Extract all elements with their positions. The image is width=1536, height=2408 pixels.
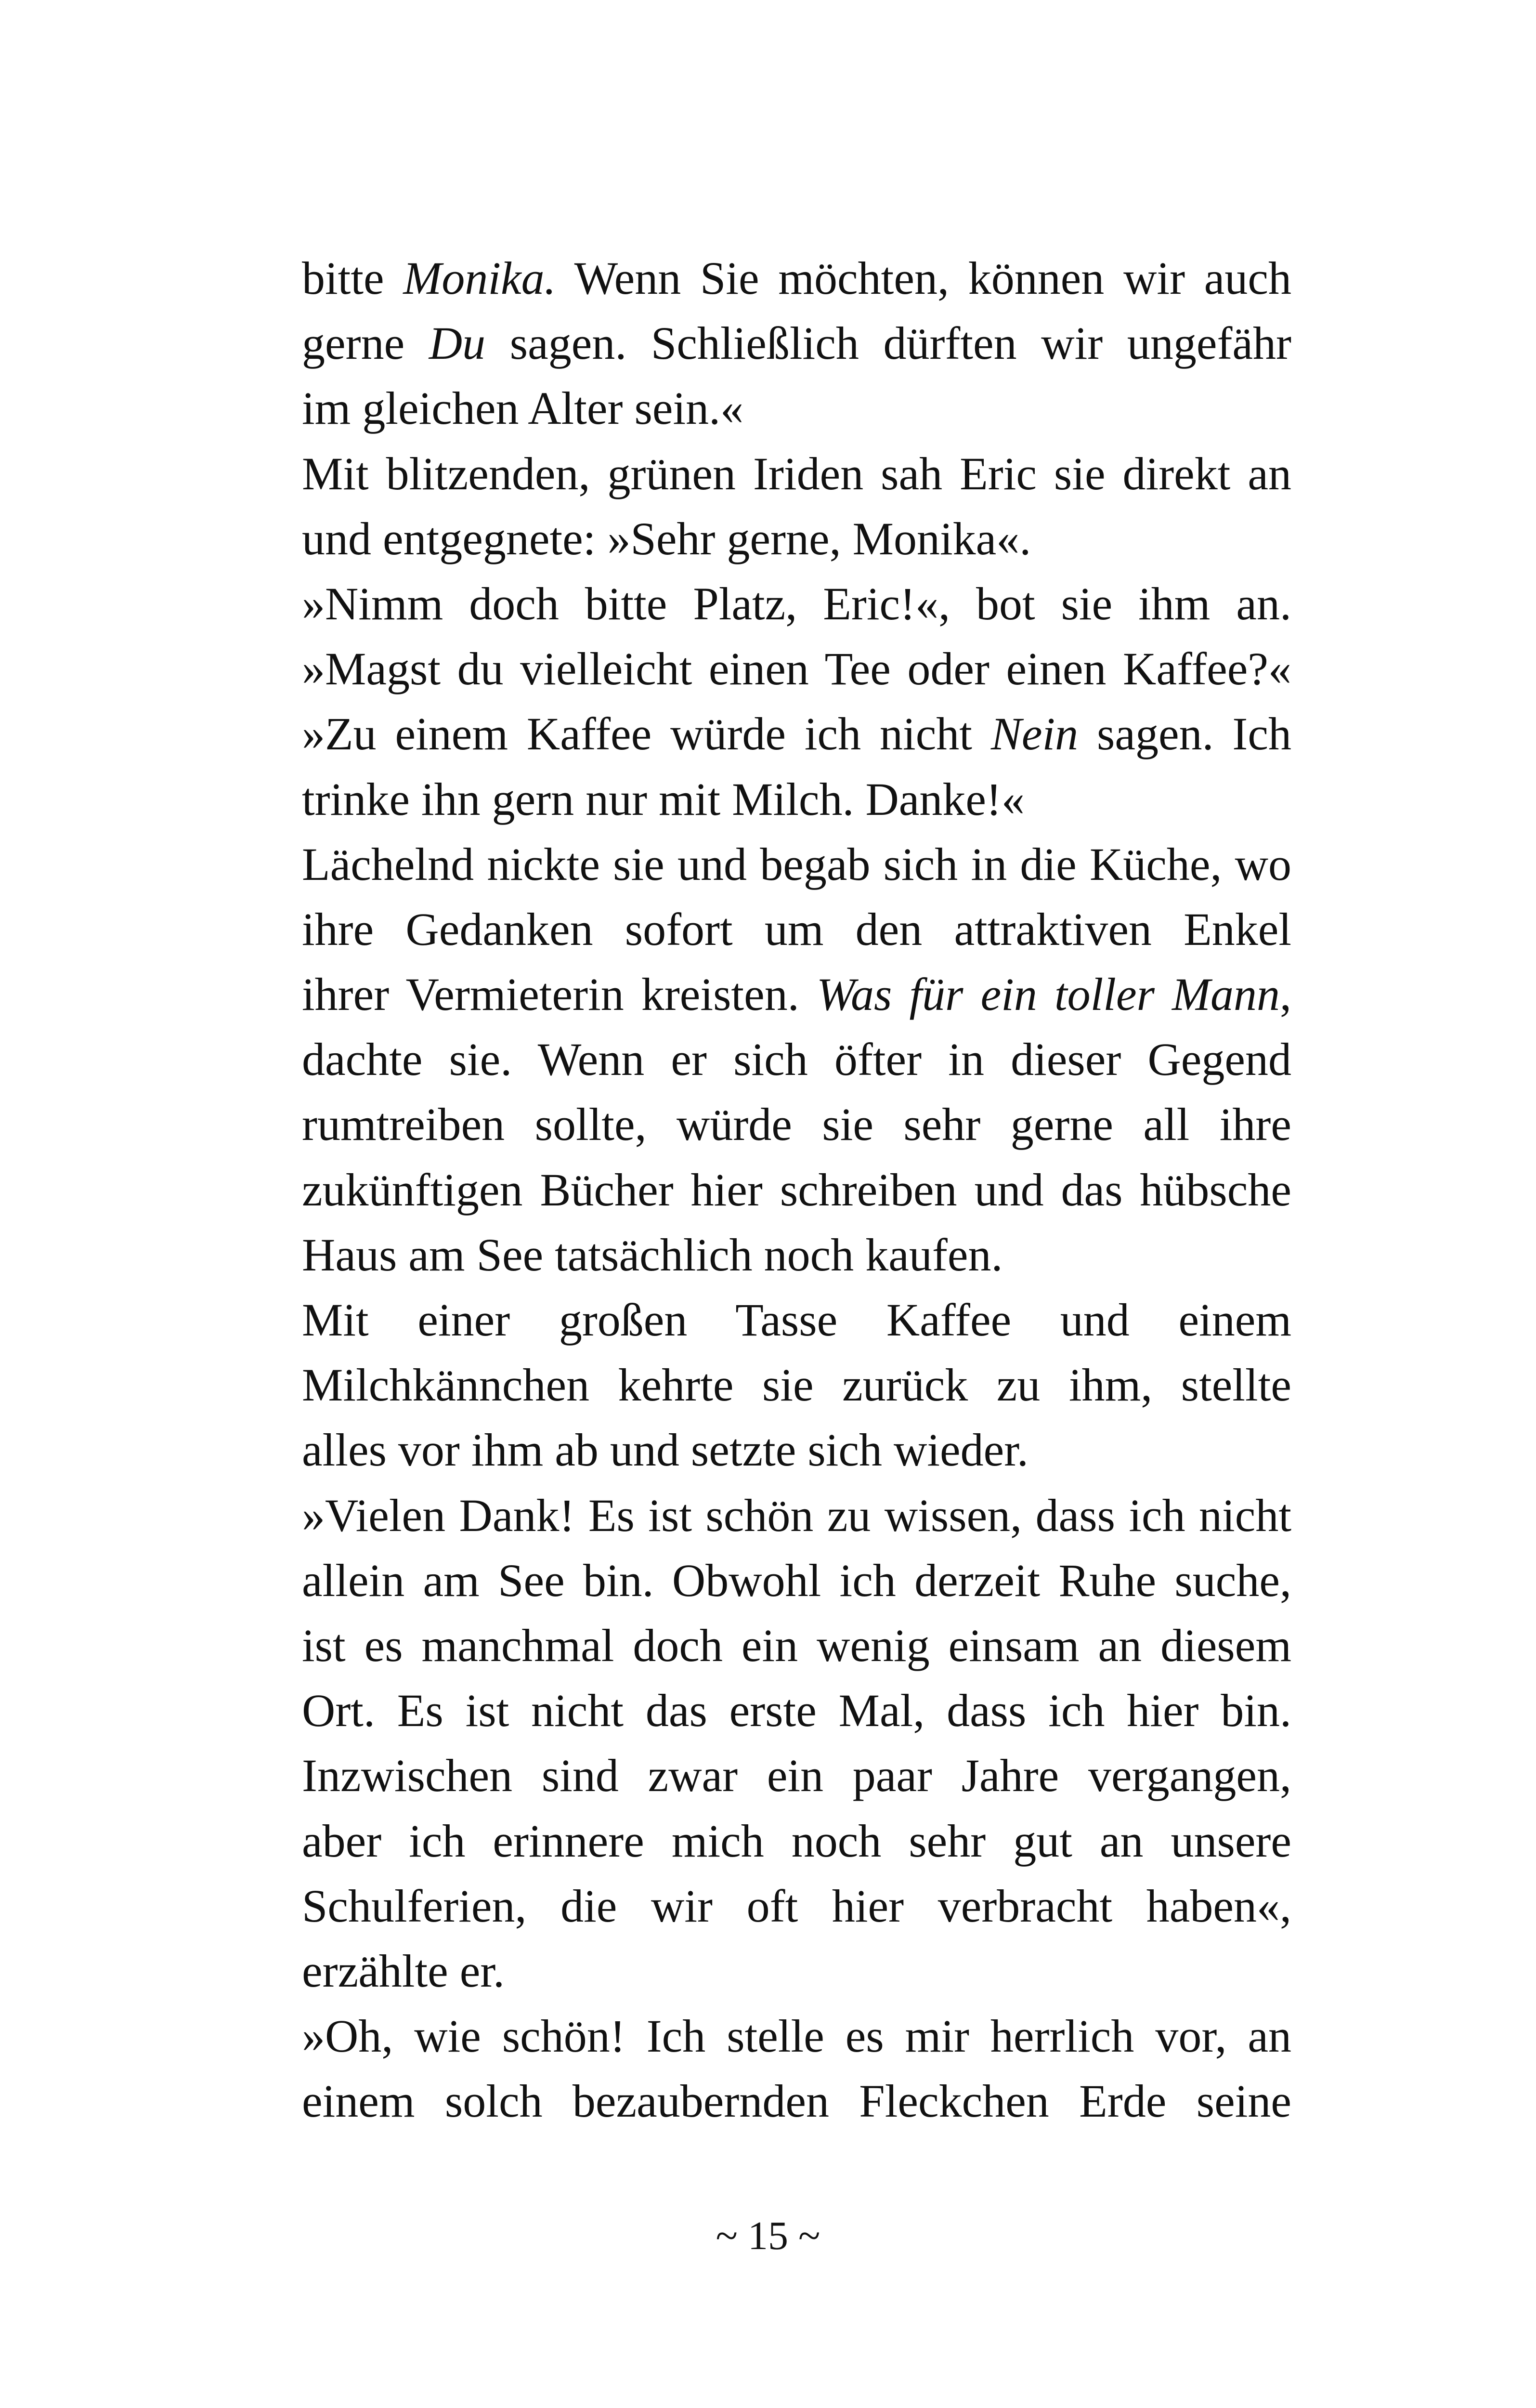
text-line — [302, 962, 1291, 1027]
text-segment: aber ich erinnere mich noch sehr gut an unsere — [302, 1815, 1291, 1867]
text-line — [302, 1548, 1291, 1613]
text-segment: allein am See bin. Obwohl ich derzeit Ruhe suche, — [302, 1554, 1291, 1606]
text-segment: einem solch bezaubernden Fleckchen Erde seine — [302, 2075, 1291, 2127]
text-line — [302, 636, 1291, 701]
text-line — [302, 2003, 1291, 2068]
text-segment: zukünftigen Bücher hier schreiben und das hübsche — [302, 1164, 1291, 1216]
text-line — [302, 1613, 1291, 1678]
text-line — [302, 1092, 1291, 1157]
body-text — [302, 246, 1291, 2133]
text-segment: rumtreiben sollte, würde sie sehr gerne all ihre — [302, 1099, 1291, 1151]
text-line — [302, 506, 1291, 571]
text-segment: im gleichen Alter sein.« — [302, 382, 744, 434]
text-segment: gerne — [302, 317, 429, 369]
text-line — [302, 1287, 1291, 1352]
text-segment: und entgegnete: »Sehr gerne, Monika«. — [302, 512, 1031, 564]
text-segment: »Vielen Dank! Es ist schön zu wissen, dass ich nicht — [302, 1489, 1291, 1541]
text-segment: ihre Gedanken sofort um den attraktiven Enkel — [302, 903, 1291, 955]
text-line — [302, 1743, 1291, 1808]
text-line — [302, 1417, 1291, 1482]
text-line — [302, 441, 1291, 506]
text-line — [302, 1222, 1291, 1287]
text-segment: »Nimm doch bitte Platz, Eric!«, bot sie ihm an. — [302, 577, 1291, 629]
text-segment: »Magst du vielleicht einen Tee oder einen Kaffee?« — [302, 643, 1291, 695]
text-segment: bitte — [302, 252, 404, 304]
text-line — [302, 1678, 1291, 1743]
italic-text: Was für ein toller Mann — [816, 968, 1280, 1021]
italic-text: Du — [429, 317, 486, 369]
text-segment: erzählte er. — [302, 1945, 505, 1997]
text-segment: Inzwischen sind zwar ein paar Jahre vergangen, — [302, 1750, 1291, 1802]
text-line — [302, 1938, 1291, 2003]
text-line — [302, 767, 1291, 832]
text-line — [302, 897, 1291, 962]
text-segment: sagen. Schließlich dürften wir ungefähr — [485, 317, 1291, 369]
italic-text: Monika. — [403, 252, 556, 304]
text-segment: Mit einer großen Tasse Kaffee und einem — [302, 1294, 1291, 1346]
text-line — [302, 1873, 1291, 1938]
text-segment: Milchkännchen kehrte sie zurück zu ihm, stellte — [302, 1359, 1291, 1411]
text-line — [302, 701, 1291, 766]
text-line — [302, 376, 1291, 441]
text-segment: »Oh, wie schön! Ich stelle es mir herrlich vor, an — [302, 2010, 1291, 2062]
page-number: ~ 15 ~ — [716, 2213, 820, 2258]
text-segment: dachte sie. Wenn er sich öfter in dieser Gegend — [302, 1034, 1291, 1086]
text-segment: alles vor ihm ab und setzte sich wieder. — [302, 1424, 1028, 1476]
text-segment: ihrer Vermieterin kreisten. — [302, 968, 817, 1021]
text-segment: Lächelnd nickte sie und begab sich in die Küche, wo — [302, 838, 1291, 890]
italic-text: Nein — [990, 708, 1079, 760]
text-line — [302, 1483, 1291, 1548]
text-line — [302, 246, 1291, 311]
text-line — [302, 1157, 1291, 1222]
text-segment: Wenn Sie möchten, können wir auch — [556, 252, 1292, 304]
text-line — [302, 1352, 1291, 1417]
text-line — [302, 571, 1291, 636]
text-line — [302, 832, 1291, 897]
text-segment: trinke ihn gern nur mit Milch. Danke!« — [302, 773, 1025, 825]
text-line — [302, 1808, 1291, 1873]
text-line — [302, 1027, 1291, 1092]
text-segment: ist es manchmal doch ein wenig einsam an diesem — [302, 1619, 1291, 1671]
text-segment: Schulferien, die wir oft hier verbracht haben«, — [302, 1880, 1291, 1932]
text-line — [302, 311, 1291, 376]
text-segment: »Zu einem Kaffee würde ich nicht — [302, 708, 991, 760]
text-segment: Haus am See tatsächlich noch kaufen. — [302, 1229, 1003, 1281]
text-line — [302, 2068, 1291, 2133]
text-segment: sagen. Ich — [1078, 708, 1292, 760]
text-segment: , — [1280, 968, 1292, 1021]
text-segment: Mit blitzenden, grünen Iriden sah Eric sie direkt an — [302, 447, 1291, 499]
text-segment: Ort. Es ist nicht das erste Mal, dass ich hier bin. — [302, 1685, 1291, 1737]
